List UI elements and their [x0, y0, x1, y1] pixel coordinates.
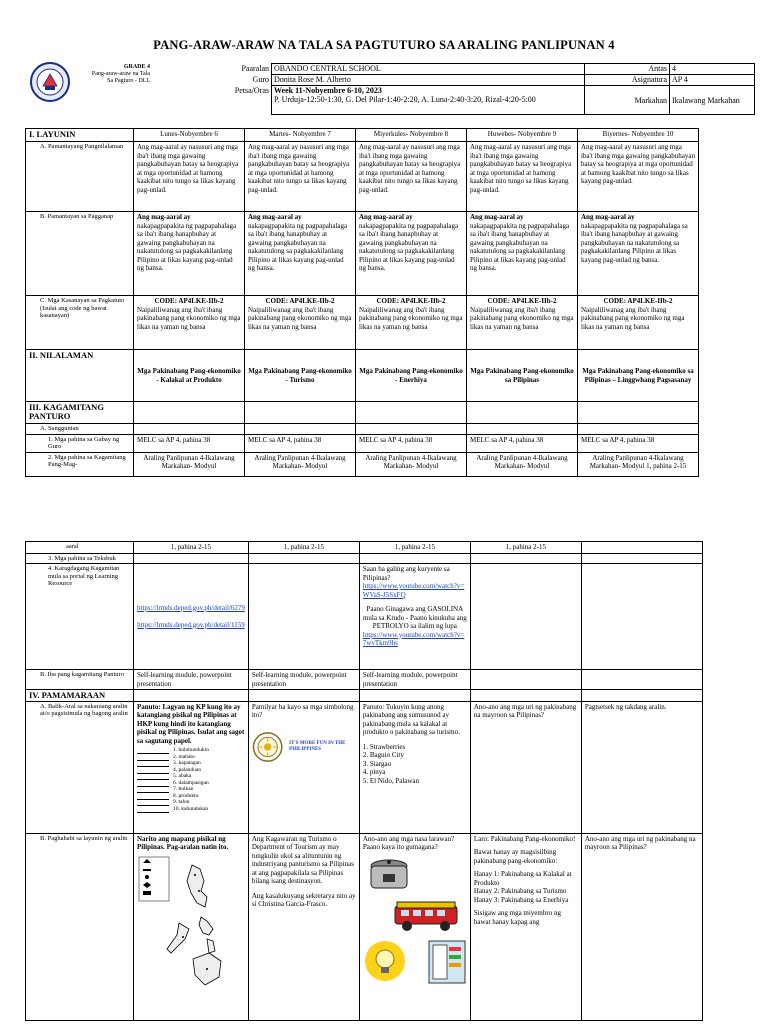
row-label-kasanayan: C. Mga Kasanayan sa Pagkatuto (Isulat ang code ng bawat kasanayan) [26, 296, 134, 350]
perf-bold: Ang mag-aaral ay [248, 213, 302, 221]
dll-line1: Pang-araw-araw na Tala [91, 71, 150, 77]
game-row: Hanay 1: Pakinabang sa Kalakal at Produkto [473, 870, 572, 887]
perf-text: nakapagpapakita ng pagpapahalaga sa iba't ibang hanapbuhay at gawaing pangkabuhayan na nakatutulong sa pagkakakilanlang Pilipino at likas kayang pag-unlad ng bansa. [470, 221, 570, 272]
question: Ano-ano ang mga uri ng pakinabang na mayroon sa Pilipinas? [470, 701, 581, 833]
cell-paghahabi-thu [470, 833, 581, 1020]
petsa-times: P. Urduja-12:50-1:30, G. Del Pilar-1:40-2:20, A. Luna-2:40-3:20, Rizal-4:20-5:00 [274, 95, 536, 104]
materials: Self-learning module, powerpoint presentation [248, 670, 359, 690]
module-ref: Araling Panlipunan 4-Ikalawang Markahan- Modyul 1, pahina 2-15 [578, 452, 699, 476]
petsa-week: Week 11-Nobyembre 6-10, 2023 [274, 86, 382, 95]
row-label-iba-pang-kagamitan: B. Iba pang kagamitang Panturo [26, 670, 134, 690]
blank-list-item: 4. palanduan [137, 767, 245, 774]
lightbulb-icon [363, 939, 407, 983]
perf-bold: Ang mag-aaral ay [581, 213, 635, 221]
materials: Self-learning module, powerpoint presentation [134, 670, 249, 690]
cell-competency [467, 296, 578, 350]
youtube-link[interactable]: https://www.youtube.com/watch?v=7wvTkm9hs [362, 630, 465, 647]
dll-line2: Sa Pagturo - DLL [107, 78, 150, 84]
row-label-gabay-ng-guro: 1. Mga pahina sa Gabay ng Guro [26, 434, 134, 452]
blank-list-item: 8. produkto [137, 793, 245, 800]
section-layunin: I. LAYUNIN [26, 129, 134, 142]
competency-text: Naipaliliwanag ang iba't ibang pakinabang pang ekonomiko ng mga likas na yaman ng bansa [137, 305, 241, 331]
topic: Mga Pakinabang Pang-ekonomiko sa Pilipinas [467, 350, 578, 402]
assignment-check: Pagtsetsek ng takdang aralin. [581, 701, 702, 833]
competency-code: CODE: AP4LKE-IIb-2 [603, 297, 673, 305]
module-page: 1, pahina 2-15 [359, 542, 470, 554]
row-label-sanggunian: A. Sanggunian [26, 424, 134, 435]
game-title: Laro: Pakinabang Pang-ekonomiko! [473, 834, 576, 843]
cell-competency [245, 296, 356, 350]
philippines-map-icon [137, 855, 237, 995]
lrmds-link[interactable]: https://lrmds.deped.gov.ph/detail/1159 [137, 620, 245, 629]
blank-list-item: 9. talon [137, 799, 245, 806]
cell-performance-standard [467, 212, 578, 296]
cell-competency [134, 296, 245, 350]
competency-code: CODE: AP4LKE-IIb-2 [265, 297, 335, 305]
question: Ano-ano ang mga uri ng pakinabang na mayroon sa Pilipinas? [581, 833, 702, 1020]
module-ref: Araling Panlipunan 4-Ikalawang Markahan- Modyul [134, 452, 245, 476]
instructions: Narito ang mapang pisikal ng Pilipinas. Pag-aralan natin ito. [137, 834, 229, 851]
game-row: Hanay 3: Pakinabang sa Enerhiya [473, 895, 569, 904]
competency-code: CODE: AP4LKE-IIb-2 [487, 297, 557, 305]
answer-item: 2. Baguio City [362, 751, 404, 759]
dot-tagline: IT'S MORE FUN IN THE PHILIPPINES [289, 740, 346, 752]
competency-text: Naipaliliwanag ang iba't ibang pakinabang pang ekonomiko ng mga likas na yaman ng bansa [581, 305, 685, 331]
instructions: Panuto: Lagyan ng KP kung ito ay katangiang pisikal ng Pilipinas at HKP kung hindi ito katangiang pisikal ng Pilipinas. Isulat ang sagot sa sagutang papel. [137, 702, 245, 745]
asignatura-value: AP 4 [670, 75, 755, 86]
cell-balik-aral-tue [248, 701, 359, 833]
section-kagamitan: III. KAGAMITANG PANTURO [26, 402, 134, 424]
game-rule: Bawat hanay ay magsisilbing pakinabang pang-ekonomiko: [473, 848, 558, 865]
page-title: PANG-ARAW-ARAW NA TALA SA PAGTUTURO SA ARALING PANLIPUNAN 4 [153, 38, 615, 52]
row-label-teksbuk: 3. Mga pahina sa Teksbuk [26, 553, 134, 564]
day-header: Martes- Nobyembre 7 [245, 129, 356, 142]
paaralan-value: OBANDO CENTRAL SCHOOL [272, 64, 489, 75]
game-row: Hanay 2: Pakinabang sa Turismo [473, 887, 567, 895]
instructions: Panuto: Tukuyin kung anong pakinabang ang sumusunod ay pakinabang mula sa kalakal at produkto o pakinabang sa turismo. [362, 702, 460, 736]
melc-ref: MELC sa AP 4, pahina 38 [356, 434, 467, 452]
guro-value: Donita Rose M. Alberto [272, 75, 489, 86]
melc-ref: MELC sa AP 4, pahina 38 [467, 434, 578, 452]
cell-paghahabi-mon [134, 833, 249, 1020]
blank-list-item: 6. dalampasigan [137, 780, 245, 787]
antas-label: Antas [585, 64, 670, 75]
cell-content-standard: Ang mag-aaral ay nasusuri ang mga iba't ibang mga gawaing pangkabuhayan batay sa heograpiya at mga oportunidad at hamong kaakibat nito tungo sa likas kayang pag-unlad. [578, 142, 699, 212]
module-ref: Araling Panlipunan 4-Ikalawang Markahan- Modyul [356, 452, 467, 476]
markahan-label: Markahan [585, 86, 670, 115]
day-header: Lunes-Nobyembre 6 [134, 129, 245, 142]
cell-competency [356, 296, 467, 350]
jeepney-icon [391, 898, 465, 934]
module-page: 1, pahina 2-15 [134, 542, 249, 554]
cell-paghahabi-tue [248, 833, 359, 1020]
video-question: Paano Ginagawa ang GASOLINA mula sa Krudo - Paano kinukuha ang PETROLYO sa ilalim ng lupa [362, 605, 467, 630]
refrigerator-icon [427, 939, 467, 985]
row-label-paghahabi: B. Paghahabi sa layunin ng aralin [26, 833, 134, 1020]
lesson-plan-table-page2 [25, 541, 703, 1021]
day-header: Miyerkules- Nobyembre 8 [356, 129, 467, 142]
dot-secretary: Ang kasalukuyang sekretarya nito ay si Christina Garcia-Frasco. [251, 891, 356, 908]
competency-text: Naipaliliwanag ang iba't ibang pakinabang pang ekonomiko ng mga likas na yaman ng bansa [470, 305, 574, 331]
cell-content-standard: Ang mag-aaral ay nasusuri ang mga iba't ibang mga gawaing pangkabuhayan batay sa heograpiya at mga oportunidad at hamong kaakibat nito tungo sa likas kayang pag-unlad. [245, 142, 356, 212]
cell-content-standard: Ang mag-aaral ay nasusuri ang mga iba't ibang mga gawaing pangkabuhayan batay sa heograpiya at mga oportunidad at hamong kaakibat nito tungo sa likas kayang pag-unlad. [356, 142, 467, 212]
perf-text: nakapagpapakita ng pagpapahalaga sa iba't ibang hanapbuhay at gawaing pangkabuhayan na nakatutulong sa pagkakakilanlang Pilipino at likas kayang pag-unlad ng bansa. [248, 221, 348, 272]
antas-value: 4 [670, 64, 755, 75]
game-rule: Sisigaw ang mga miyembro ng bawat hanay kapag ang [473, 909, 561, 926]
section-nilalaman: II. NILALAMAN [26, 350, 134, 402]
rice-cooker-icon [367, 856, 411, 894]
blank-list [137, 747, 245, 812]
blank-list-item: 3. kapatagan [137, 760, 245, 767]
youtube-link[interactable]: https://www.youtube.com/watch?v=WVaS-J5SxFQ [362, 582, 465, 599]
perf-bold: Ang mag-aaral ay [470, 213, 524, 221]
dot-seal-icon [252, 726, 283, 768]
cell-competency [578, 296, 699, 350]
header-table [155, 63, 755, 115]
day-header: Biyernes- Nobyembre 10 [578, 129, 699, 142]
module-ref: Araling Panlipunan 4-Ikalawang Markahan- Modyul [245, 452, 356, 476]
cell-performance-standard [356, 212, 467, 296]
blank-list-item: 5. abaka [137, 773, 245, 780]
cell-paghahabi-wed [359, 833, 470, 1020]
module-page: 1, pahina 2-15 [470, 542, 581, 554]
cell-performance-standard [245, 212, 356, 296]
question: Pamilyar ba kayo sa mga simbolong ito? [251, 702, 354, 719]
perf-bold: Ang mag-aaral ay [359, 213, 413, 221]
cell-content-standard: Ang mag-aaral ay nasusuri ang mga iba't ibang mga gawaing pangkabuhayan batay sa heograpiya at mga oportunidad at hamong kaakibat nito tungo sa likas kayang pag-unlad. [134, 142, 245, 212]
cell-performance-standard [134, 212, 245, 296]
row-label-balik-aral: A. Balik-Aral sa nakaraang aralin at/o pagsisimula ng bagong aralin [26, 701, 134, 833]
blank-list-item: 7. bulkan [137, 786, 245, 793]
topic: Mga Pakinabang Pang-ekonomiko - Enerhiya [356, 350, 467, 402]
markahan-value: Ikalawang Markahan [670, 86, 755, 115]
perf-bold: Ang mag-aaral ay [137, 213, 191, 221]
section-pamamaraan: IV. PAMAMARAAN [26, 690, 134, 702]
blank-list-item: 2. mabato [137, 754, 245, 761]
row-label-aaral: aaral [26, 542, 134, 554]
dot-description: Ang Kagawaran ng Turismo o Department of Tourism ay may tungkulin ukol sa alituntunin ng industriyang panturismo sa Pilipinas at ang pagpapakilala sa Pilipinas bilang isang destinasyon. [251, 834, 354, 885]
asignatura-label: Asignatura [585, 75, 670, 86]
header-school-info [60, 64, 150, 85]
cell-balik-aral-wed [359, 701, 470, 833]
topic: Mga Pakinabang Pang-ekonomiko sa Pilipinas – Linggwhang Pagsasanay [578, 350, 699, 402]
perf-text: nakapagpapakita ng pagpapahalaga sa iba't ibang hanapbuhay at gawaing pangkabuhayan na nakatutulong sa pagkakakilanlang Pilipino at likas kayang pag-unlad ng bansa. [137, 221, 237, 272]
cell-performance-standard [578, 212, 699, 296]
answer-item: 5. El Nido, Palawan [362, 776, 420, 785]
blank-list-item: 1. bulubundukin [137, 747, 245, 754]
competency-code: CODE: AP4LKE-IIb-2 [154, 297, 224, 305]
petsa-label: Petsa/Oras [155, 86, 272, 115]
row-label-pamantayang-pangnilalaman: A. Pamantayang Pangnilalaman [26, 142, 134, 212]
materials: Self-learning module, powerpoint presentation [359, 670, 470, 690]
cell-balik-aral-mon [134, 701, 249, 833]
blank-list-item: 10. kabundukan [137, 806, 245, 813]
answer-item: 3. Siargao [362, 759, 392, 768]
competency-text: Naipaliliwanag ang iba't ibang pakinabang pang ekonomiko ng mga likas na yaman ng bansa [248, 305, 352, 331]
topic: Mga Pakinabang Pang-ekonomiko - Turismo [245, 350, 356, 402]
module-page: 1, pahina 2-15 [248, 542, 359, 554]
perf-text: nakapagpapakita ng pagpapahalaga sa iba't ibang hanapbuhay at gawaing pangkabuhayan na nakatutulong sa pagkakakilanlang Pilipino at likas kayang pag-unlad ng bansa. [359, 221, 459, 272]
day-header: Huwebes- Nobyembre 9 [467, 129, 578, 142]
cell-video-links [359, 564, 470, 670]
row-label-karagdagang-kagamitan: 4. Karagdagang Kagamitan mula sa portal ng Learning Resource [26, 564, 134, 670]
petsa-value [272, 86, 585, 115]
video-question: Saan ba galing ang kuryente sa Pilipinas? [362, 565, 450, 582]
lrmds-link[interactable]: https://lrmds.deped.gov.ph/detail/6279 [137, 603, 245, 612]
row-label-pamantayan-sa-pagganap: B. Pamantayan sa Pagganap [26, 212, 134, 296]
answer-item: 4. pinya [362, 768, 386, 776]
grade-label: GRADE 4 [123, 64, 150, 70]
topic: Mga Pakinabang Pang-ekonomiko - Kalakal at Produkto [134, 350, 245, 402]
perf-text: nakapagpapakita ng pagpapahalaga sa iba't ibang hanapbuhay at gawaing pangkabuhayan na nakatutulong sa pagkakakilanlang Pilipino at likas kayang pag-unlad ng bansa. [581, 221, 688, 264]
melc-ref: MELC sa AP 4, pahina 38 [578, 434, 699, 452]
answer-item: 1. Strawberries [362, 742, 406, 751]
melc-ref: MELC sa AP 4, pahina 38 [134, 434, 245, 452]
competency-text: Naipaliliwanag ang iba't ibang pakinabang pang ekonomiko ng mga likas na yaman ng bansa [359, 305, 463, 331]
module-ref: Araling Panlipunan 4-Ikalawang Markahan- Modyul [467, 452, 578, 476]
lesson-plan-table-page1 [25, 128, 699, 477]
cell-lr-links [134, 564, 249, 670]
cell-content-standard: Ang mag-aaral ay nasusuri ang mga iba't ibang mga gawaing pangkabuhayan batay sa heograpiya at mga oportunidad at hamong kaakibat nito tungo sa likas kayang pag-unlad. [467, 142, 578, 212]
melc-ref: MELC sa AP 4, pahina 38 [245, 434, 356, 452]
row-label-kagamitang-pang-mag-aaral: 2. Mga pahina sa Kagamitang Pang-Mag- [26, 452, 134, 476]
guro-label: Guro [155, 75, 272, 86]
paaralan-label: Paaralan [155, 64, 272, 75]
answer-list [363, 743, 467, 786]
question: Ano-ano ang mga nasa larawan? Paano kaya ito gumagana? [362, 834, 455, 851]
competency-code: CODE: AP4LKE-IIb-2 [376, 297, 446, 305]
